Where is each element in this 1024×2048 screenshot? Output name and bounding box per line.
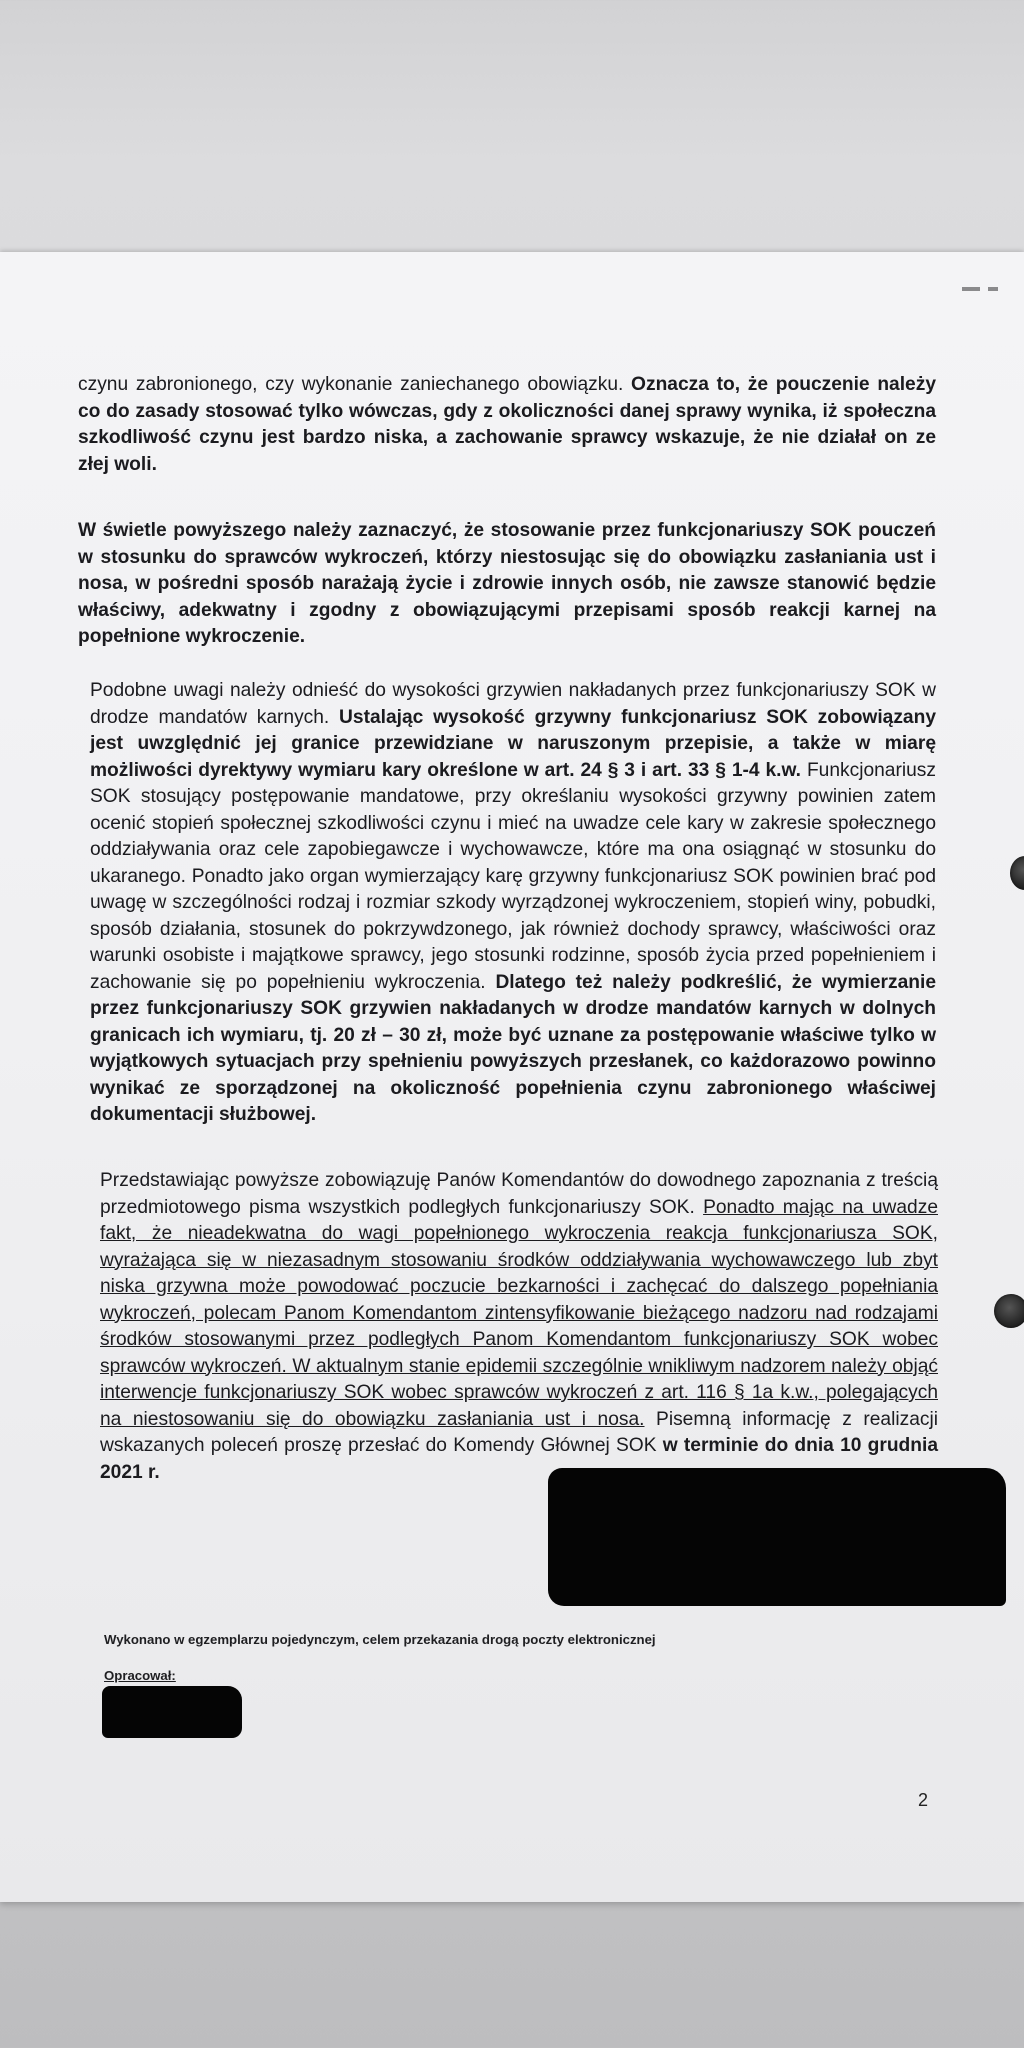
paragraph-4-underlined: Ponadto mając na uwadze fakt, że nieadekwatna do wagi popełnionego wykroczenia reakcja funkcjonariusza SOK, wyrażająca się w niezasadnym stosowaniu środków oddziaływania wychowawczego lub zbyt niska grzywna może powodować poczucie bezkarności i zachęcać do dalszego popełniania wykroczeń, polecam Panom Komendantom zintensyfikowanie bieżącego nadzoru nad rodzajami środków stosowanymi przez podległych Panom Komendantom funkcjonariuszy SOK wobec sprawców wykroczeń. W aktualnym stanie epidemii szczególnie wnikliwym nadzorem należy objąć interwencje funkcjonariuszy SOK wobec sprawców wykroczeń z art. 116 § 1a k.w., polegających na niestosowaniu się do obowiązku zasłaniania ust i nosa. (100, 1196, 938, 1430)
paragraph-4-deadline: w terminie do dnia 10 grudnia 2021 r. (100, 1435, 938, 1483)
paragraph-4-normal-1: Przedstawiając powyższe zobowiązuję Panów Komendantów do dowodnego zapoznania z treścią przedmiotowego pisma wszystkich podległych funkcjonariuszy SOK. (100, 1170, 938, 1218)
paragraph-1-normal: czynu zabronionego, czy wykonanie zaniechanego obowiązku. (78, 374, 632, 395)
prepared-by-label: Opracował: (104, 1668, 176, 1683)
paragraph-3 (90, 678, 936, 1129)
punch-hole-lower (994, 1294, 1024, 1328)
paragraph-4-normal-2: Pisemną informację z realizacji wskazanych poleceń proszę przesłać do Komendy Głównej SOK (100, 1408, 939, 1456)
paragraph-1-bold: Oznacza to, że pouczenie należy co do zasady stosować tylko wówczas, gdy z okoliczności danej sprawy wynika, iż społeczna szkodliwość czynu jest bardzo niska, a zachowanie sprawcy wskazuje, że nie działał on ze złej woli. (78, 374, 936, 475)
paragraph-3-normal-2: Funkcjonariusz SOK stosujący postępowanie mandatowe, przy określaniu wysokości grzywny powinien zatem ocenić stopień społecznej szkodliwości czynu i mieć na uwadze cele kary w zakresie społecznego oddziaływania oraz cele zapobiegawcze i wychowawcze, które ma ona osiągnąć w stosunku do ukaranego. Ponadto jako organ wymierzający karę grzywny funkcjonariusz SOK powinien brać pod uwagę w szczególności rodzaj i rozmiar szkody wyrządzonej wykroczeniem, stopień winy, pobudki, sposób działania, stosunek do pokrzywdzonego, jak również dochody sprawcy, właściwości oraz warunki osobiste i majątkowe sprawcy, jego stosunki rodzinne, sposób życia przed popełnieniem i zachowanie się po popełnieniu wykroczenia. (90, 759, 936, 993)
footer-note: Wykonano w egzemplarzu pojedynczym, celem przekazania drogą poczty elektronicznej (104, 1632, 656, 1647)
paragraph-4 (100, 1168, 938, 1486)
paragraph-2 (78, 518, 936, 651)
page-number: 2 (918, 1790, 929, 1810)
paragraph-1 (78, 372, 936, 478)
author-redaction (102, 1686, 242, 1738)
paragraph-3-normal-1: Podobne uwagi należy odnieść do wysokości grzywien nakładanych przez funkcjonariuszy SOK w drodze mandatów karnych. (90, 680, 936, 728)
paragraph-2-bold: W świetle powyższego należy zaznaczyć, że stosowanie przez funkcjonariuszy SOK pouczeń w stosunku do sprawców wykroczeń, którzy niestosując się do obowiązku zasłaniania ust i nosa, w pośredni sposób narażają życie i zdrowie innych osób, nie zawsze stanowić będzie właściwy, adekwatny i zgodny z obowiązującymi przepisami sposób reakcji karnej na popełnione wykroczenie. (78, 520, 936, 647)
paragraph-3-bold-2: Dlatego też należy podkreślić, że wymierzanie przez funkcjonariuszy SOK grzywien nakładanych w drodze mandatów karnych w dolnych granicach ich wymiaru, tj. 20 zł – 30 zł, może być uznane za postępowanie właściwe tylko w wyjątkowych sytuacjach przy spełnieniu powyższych przesłanek, co każdorazowo powinno wynikać ze sporządzonej na okoliczność popełnienia czynu zabronionego właściwej dokumentacji służbowej. (90, 971, 936, 1125)
signature-redaction (548, 1468, 1006, 1606)
corner-mark (954, 278, 1014, 284)
paragraph-3-bold-1: Ustalając wysokość grzywny funkcjonariusz SOK zobowiązany jest uwzględnić jej granice przewidziane w naruszonym przepisie, a także w miarę możliwości dyrektywy wymiaru kary określone w art. 24 § 3 i art. 33 § 1-4 k.w. (90, 706, 936, 781)
